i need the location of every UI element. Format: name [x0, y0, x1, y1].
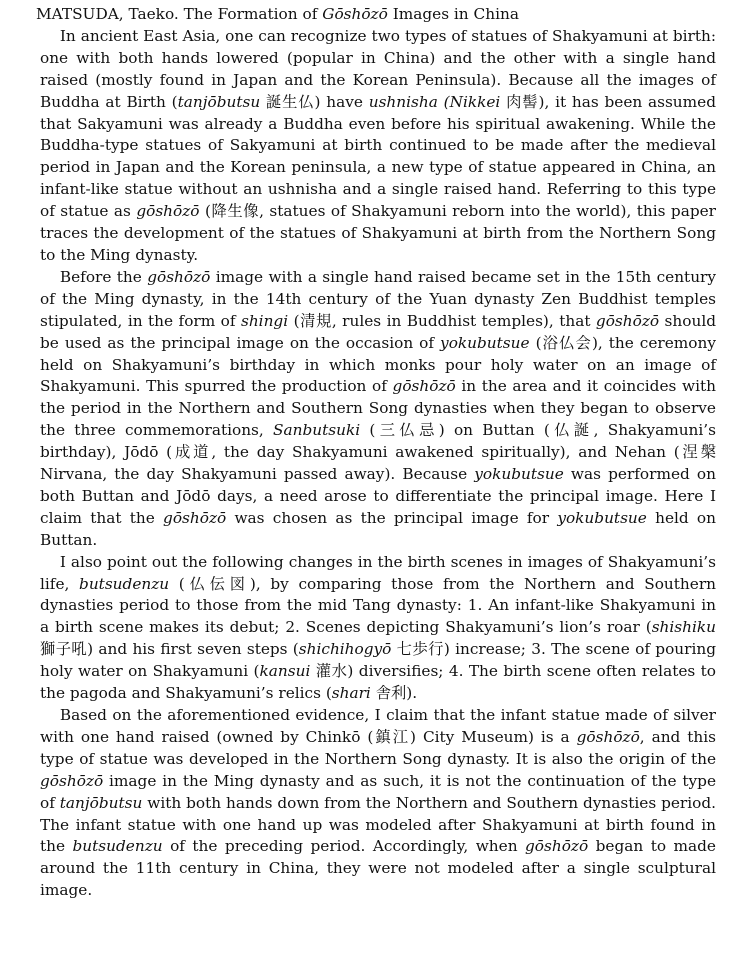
- italic-term: gōshōzō: [40, 771, 104, 790]
- text-run: was performed on both Buttan and Jōdō days, a need arose to differentiate the principal image. Here I claim that the: [40, 465, 716, 527]
- text-run: 舎利).: [370, 684, 418, 703]
- abstract-heading: [36, 4, 716, 26]
- italic-term: ushnisha (Nikkei: [368, 92, 501, 111]
- text-run: (浴仏会), the ceremony held on Shakyamuni’s birthday in which monks pour holy water on an image of Shakyamuni. This spurred the production of: [40, 333, 716, 396]
- italic-term: yokubutsue: [557, 508, 647, 527]
- italic-term: gōshōzō: [525, 837, 589, 856]
- italic-term: gōshōzō: [595, 311, 660, 330]
- text-run: began to made around the 11th century in China, they were not modeled after a single sculptural image.: [40, 837, 716, 900]
- text-run: (三仏忌) on Buttan (仏誕, Shakyamuni’s birthday), Jōdō (成道, the day Shakyamuni awakened spiritually), and Nehan (涅槃 Nirvana, the day Shakyamuni passed away). Because: [40, 421, 717, 484]
- text-run: of the preceding period. Accordingly, when: [162, 837, 525, 856]
- italic-term: gōshōzō: [392, 377, 456, 396]
- text-run: (降生像, statues of Shakyamuni reborn into the world), this paper traces the development of the statues of Shakyamuni at birth from the Northern Song to the Ming dynasty.: [40, 202, 716, 264]
- abstract-paragraphs: [40, 26, 716, 902]
- text-run: 七歩行) increase; 3. The scene of pouring holy water on Shakyamuni (: [40, 640, 716, 681]
- italic-term: gōshōzō: [163, 508, 227, 527]
- italic-term: tanjōbutsu: [59, 793, 143, 812]
- italic-term: kansui: [259, 662, 311, 681]
- text-run: held on Buttan.: [40, 508, 716, 549]
- italic-term: Sanbutsuki: [273, 421, 361, 440]
- title-term: Gōshōzō: [322, 5, 388, 23]
- italic-term: yokubutsue: [474, 465, 564, 484]
- paragraph: [40, 26, 716, 267]
- text-run: I also point out the following changes in the birth scenes in images of Shakyamuni’s life,: [40, 552, 716, 593]
- text-run: in the area and it coincides with the period in the Northern and Southern Song dynasties when they began to observe the three commemorations,: [40, 377, 716, 440]
- text-run: Before the: [59, 267, 148, 286]
- text-run: with both hands down from the Northern and Southern dynasties period. The infant statue with one hand up was modeled after Shakyamuni at birth found in the: [40, 793, 716, 856]
- italic-term: butsudenzu: [79, 574, 170, 593]
- italic-term: shingi: [240, 311, 289, 330]
- text-run: Based on the aforementioned evidence, I claim that the infant statue made of silver with one hand raised (owned by Chinkō (鎮江) City Museum) is a: [40, 706, 716, 746]
- italic-term: yokubutsue: [440, 333, 530, 352]
- paragraph: [40, 552, 716, 705]
- paragraph: [40, 267, 716, 552]
- italic-term: tanjōbutsu: [177, 92, 261, 111]
- italic-term: gōshōzō: [147, 267, 211, 286]
- text-run: should be used as the principal image on the occasion of: [40, 311, 717, 352]
- text-run: In ancient East Asia, one can recognize two types of statues of Shakyamuni at birth: one with both hands lowered (popular in China) and the other with a single hand raised (mostly found in Japan and the Korean Peninsula). Because all the images of Buddha at Birth (: [40, 26, 716, 111]
- text-run: (清規, rules in Buddhist temples), that: [288, 311, 596, 330]
- paragraph: [40, 705, 716, 902]
- text-run: 誕生仏) have: [260, 92, 369, 111]
- italic-term: shishiku: [651, 618, 716, 637]
- text-run: (仏伝図), by comparing those from the Northern and Southern dynasties period to those from the mid Tang dynasty: 1. An infant-like Shakyamuni in a birth scene makes its debut; 2. Scenes depicting Shakyamuni’s lion’s roar (: [40, 574, 716, 637]
- italic-term: butsudenzu: [72, 837, 163, 856]
- italic-term: gōshōzō: [576, 727, 640, 746]
- text-run: 獅子吼) and his first seven steps (: [40, 640, 299, 659]
- text-run: 肉髻), it has been assumed that Sakyamuni was already a Buddha even before his spiritual awakening. While the Buddha-type statues of Sakyamuni at birth continued to be made after the medieval period in Japan and the Korean peninsula, a new type of statue appeared in China, an infant-like statue without an ushnisha and a single raised hand. Referring to this type of statue as: [40, 92, 717, 221]
- text-run: 灌水) diversifies; 4. The birth scene often relates to the pagoda and Shakyamuni’s relics (: [40, 662, 716, 703]
- italic-term: gōshōzō: [136, 202, 200, 221]
- text-run: image in the Ming dynasty and as such, it is not the continuation of the type of: [40, 771, 716, 812]
- title-suffix: Images in China: [387, 5, 519, 23]
- text-run: image with a single hand raised became set in the 15th century of the Ming dynasty, in the 14th century of the Yuan dynasty Zen Buddhist temples stipulated, in the form of: [40, 267, 716, 330]
- italic-term: shichihogyō: [298, 640, 392, 659]
- text-run: , and this type of statue was developed in the Northern Song dynasty. It is also the origin of the: [40, 727, 716, 768]
- title-prefix: The Formation of: [183, 5, 323, 23]
- author-name: MATSUDA, Taeko.: [36, 5, 179, 23]
- abstract-body: [36, 4, 717, 902]
- italic-term: shari: [331, 684, 371, 703]
- text-run: was chosen as the principal image for: [226, 508, 558, 527]
